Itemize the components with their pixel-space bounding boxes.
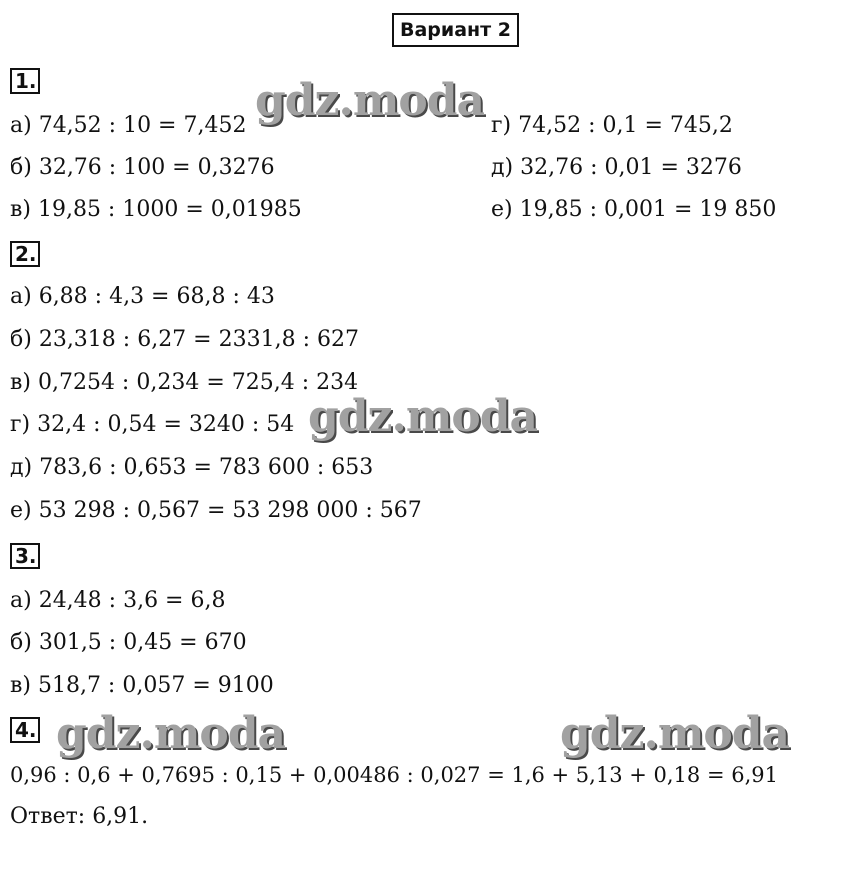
task-3-item-b: б) 301,5 : 0,45 = 670 <box>10 630 247 655</box>
task-3-number: 3. <box>10 543 40 569</box>
task-3-item-v: в) 518,7 : 0,057 = 9100 <box>10 673 274 698</box>
watermark: gdz.moda <box>308 391 538 442</box>
watermark: gdz.moda <box>255 75 485 126</box>
task-2-number: 2. <box>10 241 40 267</box>
task-1-item-a: а) 74,52 : 10 = 7,452 <box>10 113 247 138</box>
task-1-item-e: е) 19,85 : 0,001 = 19 850 <box>491 197 777 222</box>
task-2-item-e: е) 53 298 : 0,567 = 53 298 000 : 567 <box>10 498 422 523</box>
task-1-item-b: б) 32,76 : 100 = 0,3276 <box>10 155 275 180</box>
task-2-item-d: д) 783,6 : 0,653 = 783 600 : 653 <box>10 455 374 480</box>
task-2-item-b: б) 23,318 : 6,27 = 2331,8 : 627 <box>10 327 359 352</box>
task-2-item-g: г) 32,4 : 0,54 = 3240 : 54 <box>10 412 295 437</box>
task-4-number: 4. <box>10 717 40 743</box>
watermark: gdz.moda <box>56 708 286 759</box>
task-4-expression: 0,96 : 0,6 + 0,7695 : 0,15 + 0,00486 : 0,027 = 1,6 + 5,13 + 0,18 = 6,91 <box>10 763 778 787</box>
task-2-item-v: в) 0,7254 : 0,234 = 725,4 : 234 <box>10 370 359 395</box>
task-4-answer: Ответ: 6,91. <box>10 804 149 829</box>
task-1-number: 1. <box>10 68 40 94</box>
task-1-item-v: в) 19,85 : 1000 = 0,01985 <box>10 197 302 222</box>
task-1-item-g: г) 74,52 : 0,1 = 745,2 <box>491 113 733 138</box>
task-1-item-d: д) 32,76 : 0,01 = 3276 <box>491 155 742 180</box>
variant-title: Вариант 2 <box>392 13 519 47</box>
task-2-item-a: а) 6,88 : 4,3 = 68,8 : 43 <box>10 284 275 309</box>
watermark: gdz.moda <box>560 708 790 759</box>
task-3-item-a: а) 24,48 : 3,6 = 6,8 <box>10 588 226 613</box>
